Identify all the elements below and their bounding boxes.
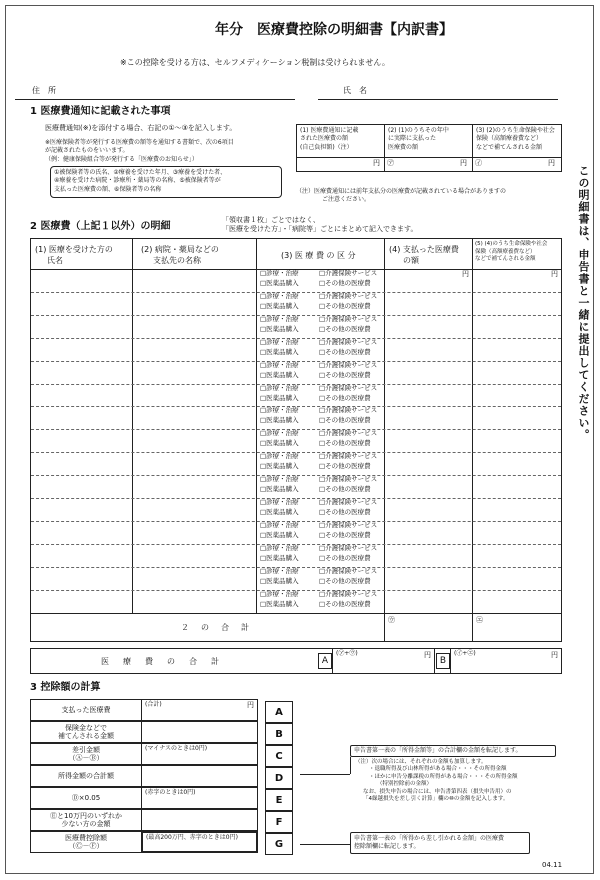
payee-name-field[interactable]: [133, 567, 256, 590]
category-checkbox[interactable]: □医薬品購入: [260, 393, 299, 402]
reimbursed-amount-field[interactable]: [473, 567, 561, 590]
patient-name-field[interactable]: [31, 406, 132, 429]
amount-paid-field[interactable]: [385, 338, 472, 361]
calc-row-amount[interactable]: (合計) 円: [141, 699, 258, 721]
patient-name-field[interactable]: [31, 567, 132, 590]
payee-name-field[interactable]: [133, 544, 256, 567]
total-a-formula: (㋐+㋒): [336, 650, 358, 657]
category-checkbox[interactable]: □介護保険サービス: [319, 543, 378, 552]
payee-name-field[interactable]: [133, 406, 256, 429]
patient-name-field[interactable]: [31, 544, 132, 567]
category-checkbox[interactable]: □診療・治療: [260, 589, 299, 598]
payee-name-field[interactable]: [133, 269, 256, 292]
calc-row-label: Ⓔと10万円のいずれか 少ない方の金額: [30, 809, 142, 831]
category-checkbox[interactable]: □医薬品購入: [260, 347, 299, 356]
s2-col5-header: (5) (4)のうち生命保険や社会 保険（高額療養費など） などで補てんされる金額: [475, 241, 548, 263]
medical-expense-row: [31, 429, 561, 452]
category-checkbox[interactable]: □診療・治療: [260, 475, 299, 484]
patient-name-field[interactable]: [31, 452, 132, 475]
category-checkbox[interactable]: □介護保険サービス: [319, 269, 378, 277]
section1-heading: 1 医療費通知に記載された事項: [30, 106, 171, 117]
s1-col2-yen: 円: [460, 159, 467, 167]
s2-col3-header: (3) 医 療 費 の 区 分: [281, 251, 356, 260]
medical-expense-row: [31, 338, 561, 361]
category-checkbox[interactable]: □その他の医療費: [319, 576, 371, 585]
category-checkbox[interactable]: □その他の医療費: [319, 416, 371, 425]
amount-paid-field[interactable]: [385, 521, 472, 544]
category-checkbox[interactable]: □介護保険サービス: [319, 360, 378, 369]
total-b-cell[interactable]: [450, 648, 562, 674]
payee-name-field[interactable]: [133, 315, 256, 338]
patient-name-field[interactable]: [31, 338, 132, 361]
category-checkbox[interactable]: □その他の医療費: [319, 301, 371, 310]
s2-total-label: ２ の 合 計: [181, 623, 251, 632]
calc-row-label: 保険金などで 補てんされる金額: [30, 721, 142, 743]
medical-expense-row: [31, 498, 561, 521]
section2-instructions: 「領収書１枚」ごとではなく、 「医療を受けた方」・「病院等」ごとにまとめて記入できます。: [222, 216, 418, 234]
calc-letter-f: F: [265, 811, 293, 833]
s2-col4-header: (4) 支払った医療費 の額: [389, 245, 459, 266]
total-b-formula: (㋑+㋓): [454, 650, 476, 657]
category-checkbox[interactable]: □その他の医療費: [319, 553, 371, 562]
total-letter-b: B: [436, 653, 450, 669]
category-checkbox[interactable]: □診療・治療: [260, 337, 299, 346]
callout1-title: 申告書第一表の「所得金額等」の合計欄の金額を転記します。: [354, 747, 522, 754]
calc-row-amount[interactable]: (赤字のときは0円): [141, 787, 258, 809]
category-checkbox[interactable]: □その他の医療費: [319, 393, 371, 402]
amount-paid-field[interactable]: [385, 292, 472, 315]
amount-paid-field[interactable]: [385, 429, 472, 452]
category-checkbox[interactable]: □医薬品購入: [260, 462, 299, 471]
amount-paid-field[interactable]: [385, 567, 472, 590]
medical-expense-row: [31, 292, 561, 315]
calc-row-amount[interactable]: (マイナスのときは0円): [141, 743, 258, 765]
category-checkbox[interactable]: □介護保険サービス: [319, 406, 378, 415]
s2-total-mark-c: ㋒: [388, 616, 395, 624]
s1-col3-header: (3) (2)のうち生命保険や社会 保険（高額療養費など） などで補てんされる金額: [476, 127, 555, 151]
category-checkbox[interactable]: □介護保険サービス: [319, 520, 378, 529]
category-checkbox[interactable]: □医薬品購入: [260, 370, 299, 379]
payee-name-field[interactable]: [133, 429, 256, 452]
calc-letter-g: G: [265, 833, 293, 855]
callout1-connector: [350, 757, 351, 774]
medical-total-row: [30, 648, 562, 674]
category-checkbox[interactable]: □介護保険サービス: [319, 475, 378, 484]
category-checkbox[interactable]: □診療・治療: [260, 269, 299, 277]
reimbursed-yen: 円: [551, 270, 558, 278]
patient-name-field[interactable]: [31, 521, 132, 544]
reimbursed-amount-field[interactable]: [473, 521, 561, 544]
category-checkbox[interactable]: □介護保険サービス: [319, 314, 378, 323]
reimbursed-amount-field[interactable]: [473, 406, 561, 429]
medical-expense-row: [31, 315, 561, 338]
medical-expense-row: [31, 521, 561, 544]
reimbursed-amount-field[interactable]: [473, 544, 561, 567]
category-checkbox[interactable]: □診療・治療: [260, 314, 299, 323]
s2-total-mark-d: ㋓: [476, 616, 483, 624]
callout1-arrow-line: [300, 774, 350, 775]
amount-paid-field[interactable]: [385, 498, 472, 521]
amount-paid-field[interactable]: [385, 475, 472, 498]
payee-name-field[interactable]: [133, 475, 256, 498]
category-checkbox[interactable]: □介護保険サービス: [319, 337, 378, 346]
category-checkbox[interactable]: □診療・治療: [260, 291, 299, 300]
calc-row-label: 所得金額の合計額: [30, 765, 142, 787]
reimbursed-amount-field[interactable]: [473, 292, 561, 315]
category-checkbox[interactable]: □その他の医療費: [319, 324, 371, 333]
payee-name-field[interactable]: [133, 590, 256, 613]
payee-name-field[interactable]: [133, 498, 256, 521]
calc-letter-d: D: [265, 767, 293, 789]
category-checkbox[interactable]: □その他の医療費: [319, 347, 371, 356]
payee-name-field[interactable]: [133, 521, 256, 544]
reimbursed-amount-field[interactable]: [473, 315, 561, 338]
section2-table: [30, 238, 562, 642]
payee-name-field[interactable]: [133, 292, 256, 315]
amount-paid-field[interactable]: [385, 406, 472, 429]
category-checkbox[interactable]: □介護保険サービス: [319, 383, 378, 392]
amount-paid-field[interactable]: [385, 544, 472, 567]
patient-name-field[interactable]: [31, 361, 132, 384]
medical-expense-row: [31, 544, 561, 567]
s2-col2-header: (2) 病院・薬局などの 支払先の名称: [141, 245, 219, 266]
medical-expense-row: [31, 567, 561, 590]
section1-items-box: ①被保険者等の氏名、②療養を受けた年月、③療養を受けた者、 ④療養を受けた病院・診療所・薬局等の名称、⑤被保険者等が 支払った医療費の額、⑥保険者等の名称: [50, 166, 282, 198]
name-underline: [318, 99, 558, 100]
category-checkbox[interactable]: □介護保険サービス: [319, 498, 378, 506]
section1-note: ※医療保険者等が発行する医療費の額等を通知する書類で、次の6項目 が記載されたものをいいます。 （例：健康保険組合等が発行する「医療費のお知らせ」）: [45, 139, 234, 163]
category-checkbox[interactable]: □医薬品購入: [260, 324, 299, 333]
reimbursed-amount-field[interactable]: [473, 361, 561, 384]
payee-name-field[interactable]: [133, 361, 256, 384]
category-checkbox[interactable]: □医薬品購入: [260, 279, 299, 287]
category-checkbox[interactable]: □医薬品購入: [260, 576, 299, 585]
category-checkbox[interactable]: □診療・治療: [260, 429, 299, 438]
calc-row-label: Ⓓ×0.05: [30, 787, 142, 809]
category-checkbox[interactable]: □診療・治療: [260, 360, 299, 369]
medical-expense-row: [31, 406, 561, 429]
category-checkbox[interactable]: □その他の医療費: [319, 485, 371, 494]
category-checkbox[interactable]: □診療・治療: [260, 520, 299, 529]
calc-letter-e: E: [265, 789, 293, 811]
category-checkbox[interactable]: □診療・治療: [260, 543, 299, 552]
reimbursed-amount-field[interactable]: [473, 452, 561, 475]
calc-letter-c: C: [265, 745, 293, 767]
medical-expense-row: [31, 452, 561, 475]
reimbursed-amount-field[interactable]: [473, 498, 561, 521]
patient-name-field[interactable]: [31, 292, 132, 315]
category-checkbox[interactable]: □介護保険サービス: [319, 452, 378, 461]
amount-paid-field[interactable]: [385, 315, 472, 338]
patient-name-field[interactable]: [31, 498, 132, 521]
form-subtitle: ※この控除を受ける方は、セルフメディケーション税制は受けられません。: [120, 58, 390, 67]
s1-mark-b: ㋑: [475, 159, 482, 167]
calc-letter-a: A: [265, 701, 293, 723]
name-label: 氏 名: [343, 86, 367, 95]
section1-description: 医療費通知(※)を添付する場合、右記の①〜③を記入します。: [45, 124, 237, 132]
patient-name-field[interactable]: [31, 384, 132, 407]
reimbursed-amount-field[interactable]: [473, 269, 561, 292]
patient-name-field[interactable]: [31, 269, 132, 292]
category-checkbox[interactable]: □医薬品購入: [260, 485, 299, 494]
category-checkbox[interactable]: □介護保険サービス: [319, 291, 378, 300]
total-letter-a: A: [318, 653, 332, 669]
medical-expense-row: [31, 361, 561, 384]
category-checkbox[interactable]: □診療・治療: [260, 452, 299, 461]
reimbursed-amount-field[interactable]: [473, 338, 561, 361]
payee-name-field[interactable]: [133, 384, 256, 407]
calc-letter-b: B: [265, 723, 293, 745]
category-checkbox[interactable]: □その他の医療費: [319, 462, 371, 471]
category-checkbox[interactable]: □医薬品購入: [260, 508, 299, 516]
patient-name-field[interactable]: [31, 475, 132, 498]
amount-paid-field[interactable]: [385, 269, 472, 292]
category-checkbox[interactable]: □診療・治療: [260, 498, 299, 506]
patient-name-field[interactable]: [31, 315, 132, 338]
amount-paid-field[interactable]: [385, 590, 472, 613]
category-checkbox[interactable]: □その他の医療費: [319, 279, 371, 287]
callout2-arrow-line: [300, 844, 350, 845]
category-checkbox[interactable]: □診療・治療: [260, 406, 299, 415]
calc-row-amount[interactable]: (最高200万円、赤字のときは0円): [141, 831, 258, 853]
callout1-box: [350, 745, 556, 757]
calc-row-amount[interactable]: [141, 721, 258, 743]
form-code: 04.11: [542, 861, 563, 869]
category-checkbox[interactable]: □その他の医療費: [319, 599, 371, 608]
total-b-yen: 円: [551, 651, 558, 659]
category-checkbox[interactable]: □医薬品購入: [260, 530, 299, 539]
category-checkbox[interactable]: □医薬品購入: [260, 301, 299, 310]
reimbursed-amount-field[interactable]: [473, 384, 561, 407]
category-checkbox[interactable]: □その他の医療費: [319, 508, 371, 516]
calc-row-label: 差引金額 （Ⓐ－Ⓑ）: [30, 743, 142, 765]
medical-expense-row: [31, 384, 561, 407]
reimbursed-amount-field[interactable]: [473, 429, 561, 452]
category-checkbox[interactable]: □医薬品購入: [260, 416, 299, 425]
s1-col1-yen: 円: [373, 159, 380, 167]
address-underline: [15, 99, 295, 100]
category-checkbox[interactable]: □医薬品購入: [260, 439, 299, 448]
category-checkbox[interactable]: □医薬品購入: [260, 599, 299, 608]
s1-col2-header: (2) (1)のうちその年中 に実際に支払った 医療費の額: [388, 127, 449, 151]
patient-name-field[interactable]: [31, 429, 132, 452]
category-checkbox[interactable]: □介護保険サービス: [319, 589, 378, 598]
amount-paid-field[interactable]: [385, 361, 472, 384]
section1-table: [296, 124, 562, 172]
callout1-notes: （注）次の場合には、それぞれの金額も加算します。 ・退職所得及び山林所得がある場合・・・その所得金額 ・ほかに申告分離課税の所得がある場合・・・その所得金額 （特別控除前の金額） なお、損失申告の場合には、申告書第四表（損失申告用）の 「4繰越損失を差し引く計算」欄の⑩の金額を記入します。: [355, 759, 518, 803]
medical-expense-row: [31, 475, 561, 498]
calc-row-amount[interactable]: [141, 765, 258, 787]
calc-row-label: 医療費控除額 （Ⓒ－Ⓕ）: [30, 831, 142, 853]
address-label: 住 所: [32, 86, 56, 95]
s1-col3-yen: 円: [548, 159, 555, 167]
category-checkbox[interactable]: □その他の医療費: [319, 530, 371, 539]
category-checkbox[interactable]: □診療・治療: [260, 566, 299, 575]
payee-name-field[interactable]: [133, 452, 256, 475]
calc-row-amount[interactable]: [141, 809, 258, 831]
total-a-yen: 円: [424, 651, 431, 659]
amount-paid-field[interactable]: [385, 452, 472, 475]
medical-expense-row: [31, 269, 561, 292]
amount-yen: 円: [462, 270, 469, 278]
calc-row-label: 支払った医療費: [30, 699, 142, 721]
reimbursed-amount-field[interactable]: [473, 590, 561, 613]
amount-paid-field[interactable]: [385, 384, 472, 407]
s1-mark-a: ㋐: [387, 159, 394, 167]
patient-name-field[interactable]: [31, 590, 132, 613]
category-checkbox[interactable]: □医薬品購入: [260, 553, 299, 562]
payee-name-field[interactable]: [133, 338, 256, 361]
s1-col1-header: (1) 医療費通知に記載 された医療費の額 (自己負担額)（注）: [300, 127, 359, 151]
s2-col1-header: (1) 医療を受けた方の 氏名: [35, 245, 113, 266]
callout2-box: 申告書第一表の「所得から差し引かれる金額」の医療費 控除額欄に転記します。: [350, 832, 530, 854]
section2-heading: 2 医療費（上記１以外）の明細: [30, 221, 171, 232]
total-a-cell[interactable]: [332, 648, 435, 674]
category-checkbox[interactable]: □その他の医療費: [319, 370, 371, 379]
category-checkbox[interactable]: □診療・治療: [260, 383, 299, 392]
section3-heading: 3 控除額の計算: [30, 682, 101, 693]
category-checkbox[interactable]: □その他の医療費: [319, 439, 371, 448]
category-checkbox[interactable]: □介護保険サービス: [319, 566, 378, 575]
category-checkbox[interactable]: □介護保険サービス: [319, 429, 378, 438]
section1-footnote: （注）医療費通知には前年支払分の医療費が記載されている場合がありますの ご注意ください。: [296, 188, 507, 204]
form-title: 年分 医療費控除の明細書【内訳書】: [215, 22, 453, 38]
medical-total-label: 医 療 費 の 合 計: [101, 657, 222, 666]
medical-expense-row: [31, 590, 561, 613]
side-instruction: この明細書は、申告書と一緒に提出してください。: [577, 165, 590, 441]
reimbursed-amount-field[interactable]: [473, 475, 561, 498]
